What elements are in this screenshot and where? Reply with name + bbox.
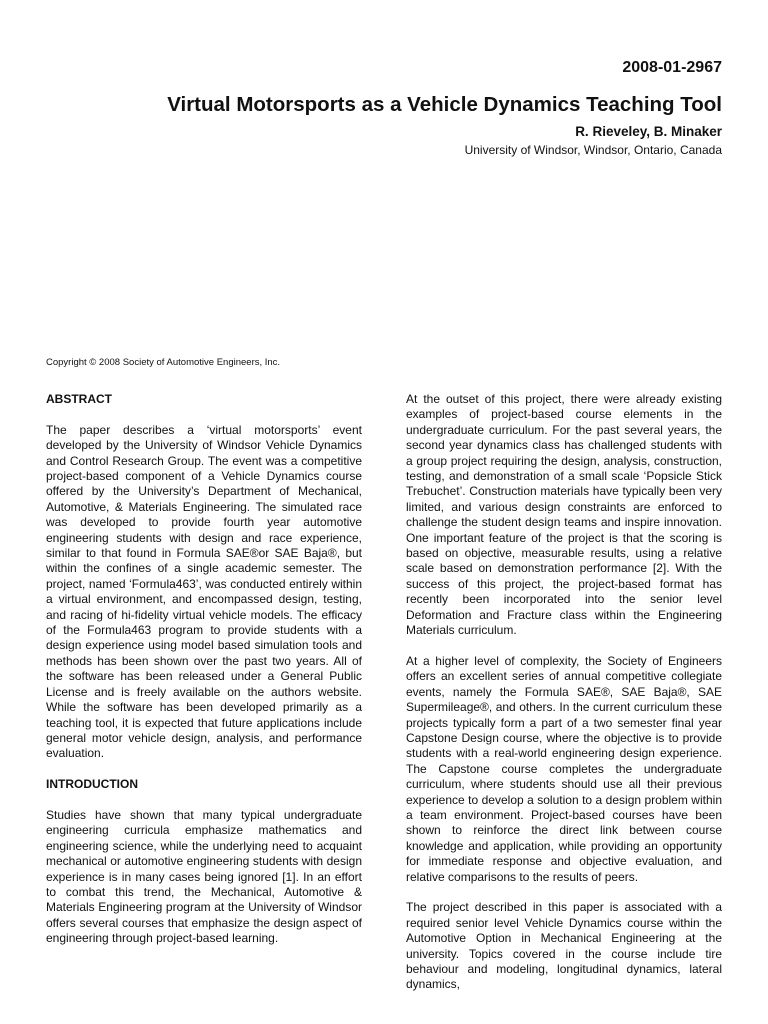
right-column [406, 392, 722, 1008]
abstract-heading: ABSTRACT [46, 392, 112, 406]
paper-id: 2008-01-2967 [622, 59, 722, 76]
paragraph-vehicle-dynamics-course: The project described in this paper is associated with a required senior level Vehicle Dynamics course within the Automotive Option in Mechanical Engineering at the university. Topics covered in the course include tire behaviour and modeling, longitudinal dynamics, lateral dynamics, [406, 900, 722, 992]
abstract-text: The paper describes a ‘virtual motorsports’ event developed by the University of Windsor Vehicle Dynamics and Control Research Group. The event was a competitive project-based component of a Vehicle Dynamics course offered by the University’s Department of Mechanical, Automotive, & Materials Engineering. The simulated race was developed to provide fourth year automotive engineering students with design and race experience, similar to that found in Formula SAE®or SAE Baja®, but within the confines of a single academic semester. The project, named ‘Formula463’, was conducted entirely within a virtual environment, and encompassed design, testing, and racing of hi-fidelity virtual vehicle models. The efficacy of the Formula463 program to provide students with a design experience using model based simulation tools and methods has been shown over the past two years. All of the software has been released under a General Public License and is freely available on the authors website. While the software has been developed primarily as a teaching tool, it is expected that future applications include general motor vehicle design, analysis, and performance evaluation. [46, 422, 362, 761]
introduction-heading: INTRODUCTION [46, 777, 138, 792]
authors: R. Rieveley, B. Minaker [575, 124, 722, 139]
copyright-notice: Copyright © 2008 Society of Automotive Engineers, Inc. [46, 357, 281, 368]
left-column [46, 392, 362, 962]
introduction-text: Studies have shown that many typical undergraduate engineering curricula emphasize mathematics and engineering science, while the underlying need to acquaint mechanical or automotive engineering students with design experience is in many cases being ignored [1]. In an effort to combat this trend, the Mechanical, Automotive & Materials Engineering program at the University of Windsor offers several courses that emphasize the design aspect of engineering through project-based learning. [46, 807, 362, 946]
paragraph-project-based: At the outset of this project, there were already existing examples of project-based course elements in the undergraduate curriculum. For the past several years, the second year dynamics class has challenged students with a group project requiring the design, analysis, construction, testing, and demonstration of a small scale ‘Popsicle Stick Trebuchet’. Construction materials have typically been very limited, and various design constraints are enforced to challenge the student design teams and inspire innovation. One important feature of the project is that the scoring is based on objective, measurable results, using a relative scale based on demonstration performance [2]. With the success of this project, the project-based format has recently been incorporated into the senior level Deformation and Fracture class within the Engineering Materials curriculum. [406, 392, 722, 638]
paragraph-sae-competitions: At a higher level of complexity, the Society of Engineers offers an excellent series of annual competitive collegiate events, namely the Formula SAE®, SAE Baja®, SAE Supermileage®, and others. In the current curriculum these projects typically form a part of a two semester final year Capstone Design course, where the objective is to provide students with a real-world engineering design experience. The Capstone course completes the undergraduate curriculum, where students should use all their previous experience to develop a solution to a design problem within a team environment. Project-based courses have been shown to reinforce the direct link between course knowledge and application, while providing an opportunity for immediate response and objective evaluation, and relative comparisons to the results of peers. [406, 653, 722, 884]
paper-title: Virtual Motorsports as a Vehicle Dynamics Teaching Tool [167, 93, 722, 116]
affiliation: University of Windsor, Windsor, Ontario, Canada [464, 143, 722, 157]
